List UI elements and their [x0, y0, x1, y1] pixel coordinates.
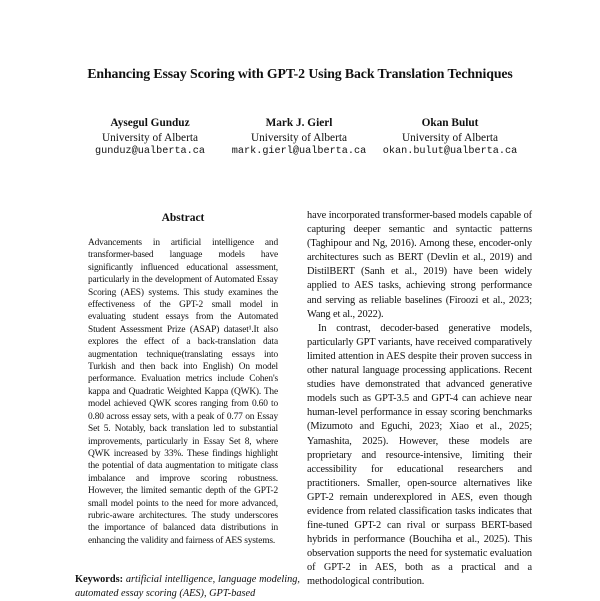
- author-3: [365, 116, 535, 160]
- author-name: Okan Bulut: [421, 117, 479, 129]
- keywords-list: artificial intelligence, language modeling, automated essay scoring (AES), GPT-based: [75, 574, 300, 599]
- paragraph: In contrast, decoder-based generative models, particularly GPT variants, have received comparatively limited attention in AES despite their proven success in other natural language processing applications. Recent studies have demonstrated that advanced generative models such as GPT-3.5 and GPT-4 can achieve near human-level performance in essay scoring benchmarks (Mizumoto and Eguchi, 2023; Xiao et al., 2025; Yamashita, 2025). However, these models are proprietary and resource-intensive, limiting their accessibility for educational researchers and practitioners. Smaller, open-source alternatives like GPT-2 remain underexplored in AES, even though evidence from related classification tasks indicates that fine-tuned GPT-2 can rival or surpass BERT-based hybrids in performance (Bouchiha et al., 2025). This observation supports the need for systematic evaluation of GPT-2 in AES, both as a practical and a methodological contribution.: [307, 322, 532, 588]
- author-name: Mark J. Gierl: [265, 117, 333, 129]
- abstract-body: Advancements in artificial intelligence and transformer-based language models have significantly influenced educational assessment, particularly in the development of Automated Essay Scoring (AES) systems. This study examines the effectiveness of the GPT-2 small model in evaluating student essays from the Automated Student Assessment Prize (ASAP) dataset¹.It also explores the effect of a back-translation data augmentation technique(translating essays into Turkish and then back into English) On model performance. Evaluation metrics include Cohen's kappa and Quadratic Weighted Kappa (QWK). The model achieved QWK scores ranging from 0.60 to 0.80 across essay sets, with a peak of 0.77 on Essay Set 5. Notably, back translation led to substantial improvements, particularly in Essay Set 8, where QWK increased by 33%. These findings highlight the potential of data augmentation to mitigate class imbalance and improve scoring robustness. However, the limited semantic depth of the GPT-2 small model points to the need for more advanced, rubric-aware architectures. The study underscores the importance of balanced data distributions in enhancing the validity and fairness of AES systems.: [88, 238, 278, 546]
- keywords: [75, 573, 300, 601]
- right-column-body: [307, 209, 532, 590]
- author-affiliation: University of Alberta: [101, 131, 198, 144]
- author-affiliation: University of Alberta: [250, 131, 347, 144]
- author-email: mark.gierl@ualberta.ca: [231, 146, 367, 157]
- author-email: gunduz@ualberta.ca: [94, 146, 206, 157]
- abstract-heading: Abstract: [161, 212, 205, 224]
- author-name: Aysegul Gunduz: [110, 117, 190, 129]
- author-email: okan.bulut@ualberta.ca: [382, 146, 518, 157]
- author-affiliation: University of Alberta: [401, 131, 498, 144]
- paper-title: Enhancing Essay Scoring with GPT-2 Using Back Translation Techniques: [87, 66, 513, 81]
- author-2: [214, 116, 384, 160]
- keywords-label: Keywords:: [75, 574, 124, 585]
- author-1: [65, 116, 235, 160]
- paragraph: have incorporated transformer-based models capable of capturing deeper semantic and syntactic patterns (Taghipour and Ng, 2016). Among these, encoder-only architectures such as BERT (Devlin et al., 2019) and DistilBERT (Sanh et al., 2019) have been widely applied to AES tasks, achieving strong performance and serving as reliable baselines (Firoozi et al., 2023; Wang et al., 2022).: [307, 210, 532, 320]
